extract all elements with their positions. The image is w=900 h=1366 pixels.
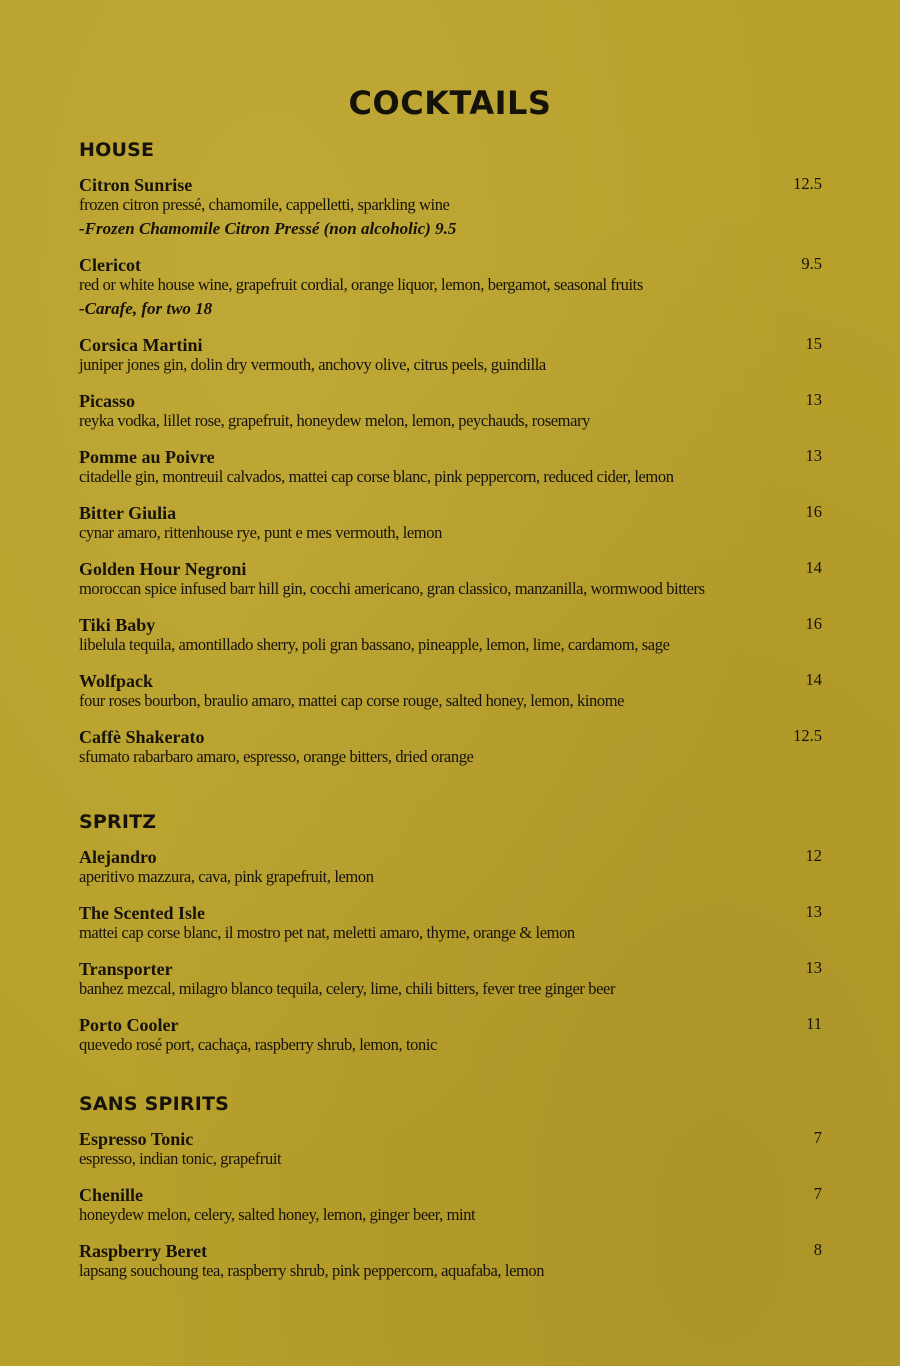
item-name: Picasso (79, 391, 135, 411)
item-description: quevedo rosé port, cachaça, raspberry shrub, lemon, tonic (79, 1035, 437, 1054)
section-items (79, 175, 824, 767)
item-description: reyka vodka, lillet rose, grapefruit, honeydew melon, lemon, peychauds, rosemary (79, 411, 590, 430)
item-name: Golden Hour Negroni (79, 559, 247, 579)
item-name: Wolfpack (79, 671, 154, 691)
item-price: 16 (805, 502, 822, 521)
menu-item (79, 447, 824, 487)
menu-item (79, 391, 824, 431)
menu-item (79, 615, 824, 655)
item-price: 12.5 (793, 726, 822, 745)
item-description: mattei cap corse blanc, il mostro pet nat, meletti amaro, thyme, orange & lemon (79, 923, 575, 942)
item-price: 13 (805, 446, 822, 465)
item-description: juniper jones gin, dolin dry vermouth, anchovy olive, citrus peels, guindilla (79, 355, 546, 374)
item-price: 13 (805, 390, 822, 409)
section-heading: HOUSE (79, 139, 155, 161)
menu-item (79, 1185, 824, 1225)
item-name: Clericot (79, 255, 141, 275)
item-price: 14 (805, 558, 822, 577)
menu-item (79, 503, 824, 543)
menu-item (79, 1129, 824, 1169)
item-description: frozen citron pressé, chamomile, cappelletti, sparkling wine (79, 195, 450, 214)
item-name: Alejandro (79, 847, 157, 867)
menu-title: COCKTAILS (348, 84, 552, 122)
item-price: 7 (813, 1128, 822, 1147)
item-name: Tiki Baby (79, 615, 156, 635)
item-name: Espresso Tonic (79, 1129, 194, 1149)
item-description: sfumato rabarbaro amaro, espresso, orange bitters, dried orange (79, 747, 474, 766)
item-name: Pomme au Poivre (79, 447, 215, 467)
menu-item (79, 1241, 824, 1281)
item-description: red or white house wine, grapefruit cordial, orange liquor, lemon, bergamot, seasonal fruits (79, 275, 643, 294)
item-description: banhez mezcal, milagro blanco tequila, celery, lime, chili bitters, fever tree ginger beer (79, 979, 616, 998)
menu-item (79, 255, 824, 319)
menu-item (79, 559, 824, 599)
item-description: libelula tequila, amontillado sherry, poli gran bassano, pineapple, lemon, lime, cardamom, sage (79, 635, 670, 654)
item-description: lapsang souchoung tea, raspberry shrub, pink peppercorn, aquafaba, lemon (79, 1261, 545, 1280)
item-price: 15 (805, 334, 822, 353)
item-price: 8 (813, 1240, 822, 1259)
menu-item (79, 727, 824, 767)
item-price: 9.5 (801, 254, 822, 273)
item-name: Citron Sunrise (79, 175, 193, 195)
section-heading: SANS SPIRITS (79, 1093, 230, 1115)
item-price: 12.5 (793, 174, 822, 193)
item-name: Corsica Martini (79, 335, 203, 355)
item-description: honeydew melon, celery, salted honey, lemon, ginger beer, mint (79, 1205, 476, 1224)
section-spritz (79, 810, 824, 1071)
section-items (79, 1129, 824, 1281)
item-description: espresso, indian tonic, grapefruit (79, 1149, 282, 1168)
menu-item (79, 335, 824, 375)
item-price: 12 (805, 846, 822, 865)
section-items (79, 847, 824, 1055)
item-name: Caffè Shakerato (79, 727, 205, 747)
menu-item (79, 1015, 824, 1055)
item-name: Porto Cooler (79, 1015, 179, 1035)
item-price: 13 (805, 958, 822, 977)
item-description: aperitivo mazzura, cava, pink grapefruit, lemon (79, 867, 374, 886)
section-sans-spirits (79, 1092, 824, 1297)
item-description: citadelle gin, montreuil calvados, mattei cap corse blanc, pink peppercorn, reduced cider, lemon (79, 467, 674, 486)
section-heading: SPRITZ (79, 811, 157, 833)
item-name: Chenille (79, 1185, 144, 1205)
item-name: The Scented Isle (79, 903, 205, 923)
item-note: -Carafe, for two 18 (79, 299, 213, 318)
item-description: cynar amaro, rittenhouse rye, punt e mes vermouth, lemon (79, 523, 442, 542)
menu-item (79, 671, 824, 711)
item-name: Raspberry Beret (79, 1241, 208, 1261)
menu-item (79, 847, 824, 887)
item-price: 7 (813, 1184, 822, 1203)
section-house (79, 138, 824, 783)
item-name: Transporter (79, 959, 173, 979)
menu-item (79, 959, 824, 999)
item-description: four roses bourbon, braulio amaro, mattei cap corse rouge, salted honey, lemon, kinome (79, 691, 625, 710)
item-price: 11 (806, 1014, 822, 1033)
menu-item (79, 903, 824, 943)
item-note: -Frozen Chamomile Citron Pressé (non alcoholic) 9.5 (79, 219, 457, 238)
item-price: 16 (805, 614, 822, 633)
item-price: 13 (805, 902, 822, 921)
item-price: 14 (805, 670, 822, 689)
item-description: moroccan spice infused barr hill gin, cocchi americano, gran classico, manzanilla, wormwood bitters (79, 579, 705, 598)
item-name: Bitter Giulia (79, 503, 177, 523)
menu-item (79, 175, 824, 239)
